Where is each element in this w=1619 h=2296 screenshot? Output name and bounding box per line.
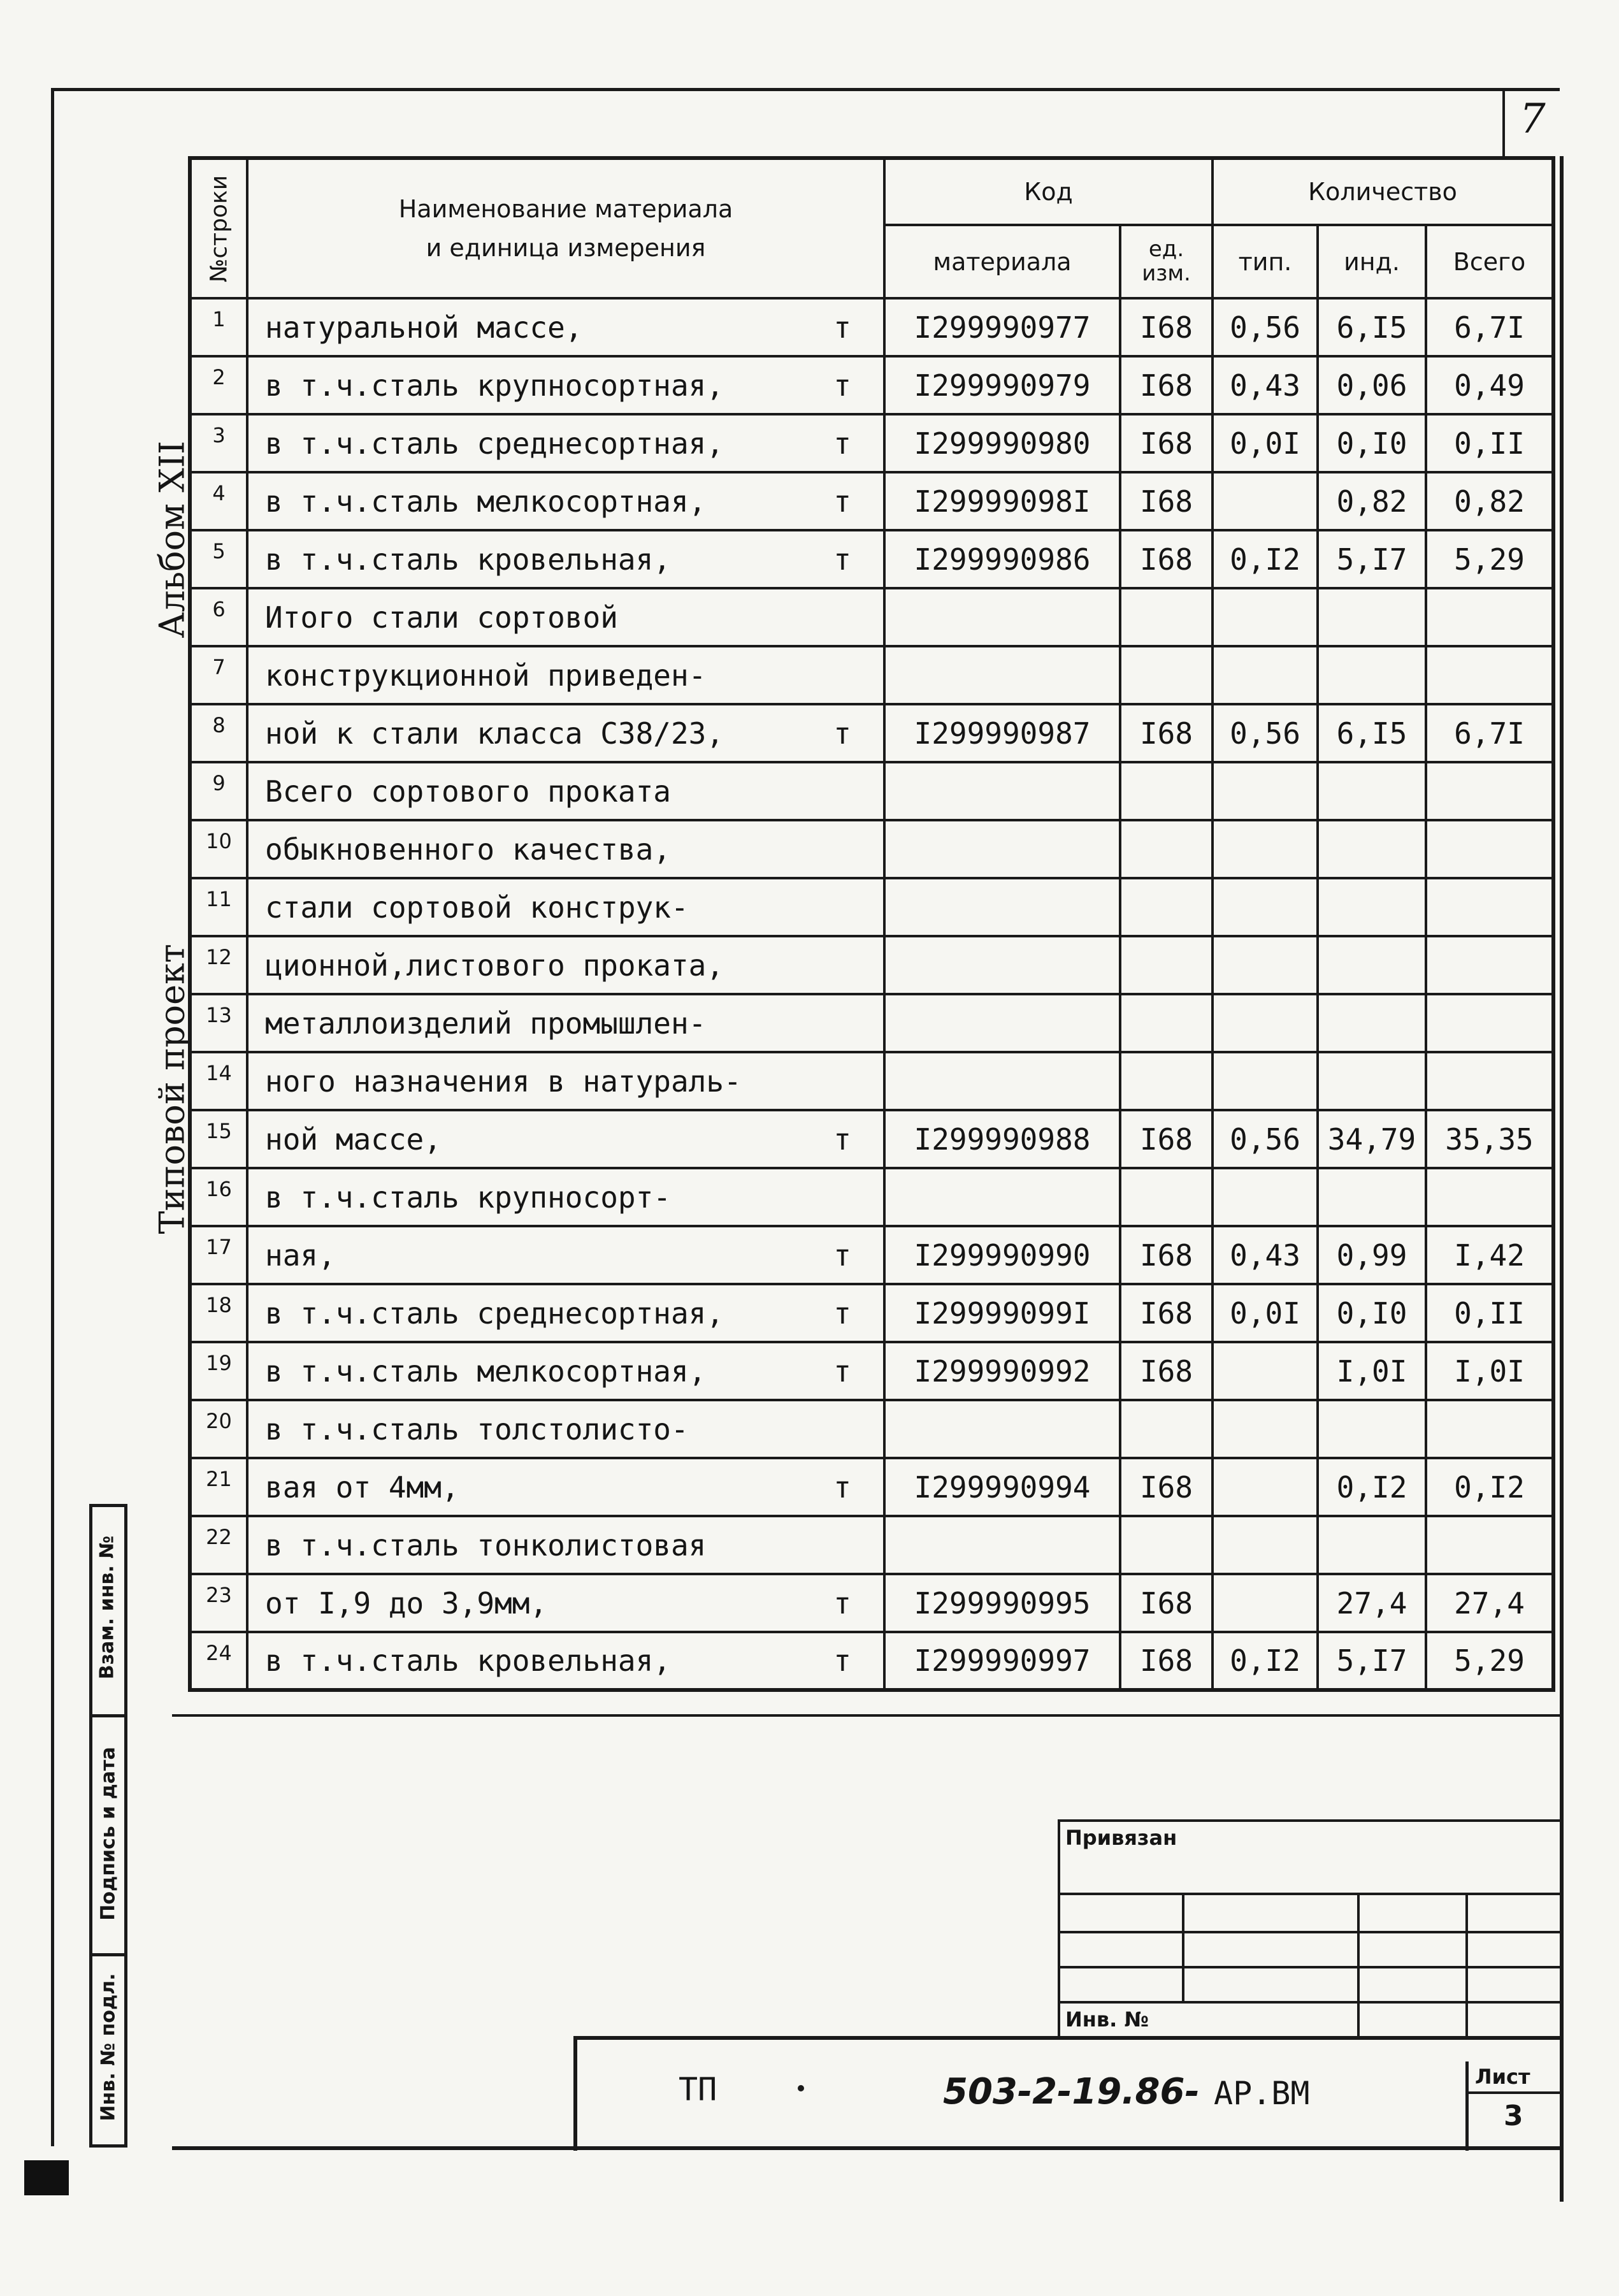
qty-typ: 0,56 <box>1212 704 1318 762</box>
row-number: 3 <box>190 414 247 472</box>
unit-code <box>1120 1052 1212 1110</box>
material-code: I299990992 <box>884 1342 1120 1400</box>
row-number: 21 <box>190 1458 247 1516</box>
qty-typ <box>1212 994 1318 1052</box>
material-unit: т <box>833 1469 851 1505</box>
material-code: I29999098I <box>884 472 1120 530</box>
material-code: I29999099I <box>884 1284 1120 1342</box>
qty-total <box>1426 936 1553 994</box>
qty-typ <box>1212 646 1318 704</box>
unit-code: I68 <box>1120 1342 1212 1400</box>
qty-total <box>1426 588 1553 646</box>
qty-ind <box>1318 878 1426 936</box>
table-row <box>190 936 1553 994</box>
qty-total: 6,7I <box>1426 704 1553 762</box>
table-row <box>190 1632 1553 1690</box>
table-row <box>190 356 1553 414</box>
qty-ind: 6,I5 <box>1318 704 1426 762</box>
material-name <box>247 762 884 820</box>
qty-total <box>1426 1168 1553 1226</box>
material-code: I299990977 <box>884 298 1120 356</box>
qty-typ <box>1212 878 1318 936</box>
material-unit: т <box>833 1296 851 1331</box>
unit-code: I68 <box>1120 1458 1212 1516</box>
qty-total: 0,II <box>1426 1284 1553 1342</box>
qty-ind: 5,I7 <box>1318 530 1426 588</box>
table-row <box>190 1110 1553 1168</box>
qty-ind: 34,79 <box>1318 1110 1426 1168</box>
header-row-number: №строки <box>190 158 247 298</box>
qty-typ: 0,I2 <box>1212 1632 1318 1690</box>
material-name <box>247 1400 884 1458</box>
material-name-text: ная, <box>265 1238 336 1273</box>
table-row <box>190 472 1553 530</box>
material-code <box>884 820 1120 878</box>
qty-ind <box>1318 1400 1426 1458</box>
qty-typ <box>1212 472 1318 530</box>
unit-code: I68 <box>1120 530 1212 588</box>
qty-typ: 0,43 <box>1212 1226 1318 1284</box>
tb-main-left <box>573 2036 577 2151</box>
qty-total <box>1426 1400 1553 1458</box>
scan-artifact <box>24 2160 69 2195</box>
row-number: 24 <box>190 1632 247 1690</box>
qty-total <box>1426 878 1553 936</box>
qty-typ <box>1212 1516 1318 1574</box>
qty-ind: 0,06 <box>1318 356 1426 414</box>
tb-sheet-mid <box>1465 2091 1561 2094</box>
stamp-col-left-line <box>89 1504 92 2148</box>
material-code: I299990980 <box>884 414 1120 472</box>
unit-code <box>1120 936 1212 994</box>
qty-ind: 0,I2 <box>1318 1458 1426 1516</box>
stamp-label-original-inv: Инв. № подл. <box>97 1973 120 2121</box>
header-qty-total: Всего <box>1426 225 1553 298</box>
qty-total: 0,82 <box>1426 472 1553 530</box>
qty-ind: 0,I0 <box>1318 414 1426 472</box>
row-number: 22 <box>190 1516 247 1574</box>
material-unit: т <box>833 484 851 519</box>
material-name-text: стали сортовой конструк- <box>265 890 689 925</box>
header-qty-ind: инд. <box>1318 225 1426 298</box>
unit-code: I68 <box>1120 1284 1212 1342</box>
material-name <box>247 530 884 588</box>
material-name-text: ного назначения в натураль- <box>265 1064 742 1099</box>
material-name <box>247 1052 884 1110</box>
page-number-divider <box>1502 88 1505 158</box>
qty-ind: 0,99 <box>1318 1226 1426 1284</box>
qty-total: 0,49 <box>1426 356 1553 414</box>
material-name <box>247 298 884 356</box>
qty-ind: 0,I0 <box>1318 1284 1426 1342</box>
unit-code: I68 <box>1120 1226 1212 1284</box>
row-number: 14 <box>190 1052 247 1110</box>
row-number: 17 <box>190 1226 247 1284</box>
table-row <box>190 588 1553 646</box>
qty-typ <box>1212 588 1318 646</box>
table-row <box>190 820 1553 878</box>
tb-main-bottom <box>172 2146 1561 2150</box>
table-row <box>190 1168 1553 1226</box>
row-number: 18 <box>190 1284 247 1342</box>
material-name <box>247 1168 884 1226</box>
row-number: 4 <box>190 472 247 530</box>
material-unit: т <box>833 1238 851 1273</box>
tb-grid-row3 <box>1058 1966 1561 1968</box>
material-unit: т <box>833 426 851 461</box>
row-number: 6 <box>190 588 247 646</box>
qty-typ: 0,56 <box>1212 1110 1318 1168</box>
qty-typ <box>1212 1052 1318 1110</box>
material-code: I299990997 <box>884 1632 1120 1690</box>
table-row <box>190 1226 1553 1284</box>
qty-total: 5,29 <box>1426 1632 1553 1690</box>
qty-ind <box>1318 820 1426 878</box>
unit-code: I68 <box>1120 1110 1212 1168</box>
material-unit: т <box>833 1643 851 1678</box>
material-name <box>247 704 884 762</box>
table-row <box>190 1342 1553 1400</box>
material-unit: т <box>833 1122 851 1157</box>
unit-code <box>1120 762 1212 820</box>
row-number: 2 <box>190 356 247 414</box>
unit-code <box>1120 1400 1212 1458</box>
material-code <box>884 1168 1120 1226</box>
qty-ind <box>1318 588 1426 646</box>
material-name-text: в т.ч.сталь среднесортная, <box>265 1296 724 1331</box>
material-name <box>247 1632 884 1690</box>
material-name-text: вая от 4мм, <box>265 1469 459 1505</box>
material-name-text: в т.ч.сталь крупносортная, <box>265 368 724 403</box>
row-number: 9 <box>190 762 247 820</box>
stamp-label-signature-date: Подпись и дата <box>97 1747 120 1921</box>
header-qty-typ: тип. <box>1212 225 1318 298</box>
qty-typ <box>1212 1168 1318 1226</box>
qty-typ: 0,0I <box>1212 1284 1318 1342</box>
qty-ind: 0,82 <box>1318 472 1426 530</box>
qty-ind: 5,I7 <box>1318 1632 1426 1690</box>
material-name-text: натуральной массе, <box>265 310 583 345</box>
material-name <box>247 878 884 936</box>
qty-total: 35,35 <box>1426 1110 1553 1168</box>
unit-code <box>1120 646 1212 704</box>
qty-typ <box>1212 1342 1318 1400</box>
table-row <box>190 878 1553 936</box>
unit-code: I68 <box>1120 356 1212 414</box>
sheet-label: Лист <box>1475 2065 1530 2089</box>
material-name-text: Всего сортового проката <box>265 774 671 809</box>
material-code: I299990988 <box>884 1110 1120 1168</box>
unit-code <box>1120 1516 1212 1574</box>
document-suffix: АР.ВМ <box>1214 2075 1310 2112</box>
unit-code <box>1120 1168 1212 1226</box>
row-number: 7 <box>190 646 247 704</box>
material-code: I299990979 <box>884 356 1120 414</box>
unit-code <box>1120 820 1212 878</box>
qty-total: 0,I2 <box>1426 1458 1553 1516</box>
material-name-text: от I,9 до 3,9мм, <box>265 1585 548 1621</box>
material-unit: т <box>833 542 851 577</box>
material-name <box>247 1342 884 1400</box>
material-name <box>247 1110 884 1168</box>
qty-typ <box>1212 762 1318 820</box>
header-code-group: Код <box>884 158 1212 225</box>
row-number: 16 <box>190 1168 247 1226</box>
material-code: I299990995 <box>884 1574 1120 1632</box>
material-name-text: ной массе, <box>265 1122 442 1157</box>
qty-total: 27,4 <box>1426 1574 1553 1632</box>
material-name-text: в т.ч.сталь кровельная, <box>265 542 671 577</box>
material-name <box>247 1458 884 1516</box>
material-code <box>884 936 1120 994</box>
material-name-text: в т.ч.сталь тонколистовая <box>265 1527 707 1563</box>
table-row <box>190 1516 1553 1574</box>
material-name-text: в т.ч.сталь кровельная, <box>265 1643 671 1678</box>
qty-ind <box>1318 936 1426 994</box>
material-name-text: металлоизделий промышлен- <box>265 1006 707 1041</box>
table-row <box>190 1458 1553 1516</box>
frame-left-line <box>51 88 54 2146</box>
qty-ind: 27,4 <box>1318 1574 1426 1632</box>
material-code: I299990990 <box>884 1226 1120 1284</box>
row-number: 19 <box>190 1342 247 1400</box>
material-unit: т <box>833 368 851 403</box>
qty-typ: 0,0I <box>1212 414 1318 472</box>
table-row <box>190 762 1553 820</box>
row-number: 20 <box>190 1400 247 1458</box>
material-name-text: в т.ч.сталь крупносорт- <box>265 1180 671 1215</box>
table-bottom-extension <box>172 1714 1561 1717</box>
table-row <box>190 414 1553 472</box>
material-unit: т <box>833 1585 851 1621</box>
frame-top-line <box>51 88 1560 91</box>
page-number: 7 <box>1520 96 1546 143</box>
qty-ind <box>1318 646 1426 704</box>
qty-ind <box>1318 762 1426 820</box>
tb-grid-row2 <box>1058 1931 1561 1933</box>
unit-code <box>1120 994 1212 1052</box>
material-name-text: в т.ч.сталь среднесортная, <box>265 426 724 461</box>
qty-total <box>1426 994 1553 1052</box>
project-label: Типовой проект <box>152 944 192 1234</box>
material-name-text: в т.ч.сталь мелкосортная, <box>265 484 707 519</box>
row-number: 12 <box>190 936 247 994</box>
material-name-text: в т.ч.сталь толстолисто- <box>265 1412 689 1447</box>
material-name-text: конструкционной приведен- <box>265 658 707 693</box>
material-name <box>247 472 884 530</box>
qty-ind: 6,I5 <box>1318 298 1426 356</box>
table-row <box>190 1400 1553 1458</box>
tb-main-top <box>573 2036 1561 2040</box>
qty-total: 6,7I <box>1426 298 1553 356</box>
privyazan-label: Привязан <box>1065 1826 1177 1850</box>
tb-privyazan-top <box>1058 1819 1561 1822</box>
material-name <box>247 1516 884 1574</box>
row-number: 15 <box>190 1110 247 1168</box>
material-name <box>247 936 884 994</box>
row-number: 13 <box>190 994 247 1052</box>
separator-dot <box>798 2085 804 2091</box>
qty-typ <box>1212 1458 1318 1516</box>
qty-ind <box>1318 994 1426 1052</box>
qty-total <box>1426 762 1553 820</box>
tp-label: ТП <box>679 2071 717 2108</box>
qty-ind <box>1318 1516 1426 1574</box>
tb-sheet-left <box>1465 2061 1469 2151</box>
material-name-text: ной к стали класса С38/23, <box>265 716 724 751</box>
unit-code: I68 <box>1120 472 1212 530</box>
header-code-unit: ед. изм. <box>1120 225 1212 298</box>
qty-typ <box>1212 936 1318 994</box>
qty-total <box>1426 646 1553 704</box>
materials-table <box>188 156 1555 1692</box>
material-name <box>247 994 884 1052</box>
tb-grid-col2 <box>1357 1893 1360 2036</box>
material-unit: т <box>833 716 851 751</box>
material-code <box>884 1052 1120 1110</box>
qty-total <box>1426 1052 1553 1110</box>
unit-code: I68 <box>1120 1574 1212 1632</box>
row-number: 23 <box>190 1574 247 1632</box>
material-name-text: Итого стали сортовой <box>265 600 618 635</box>
table-row <box>190 298 1553 356</box>
material-code <box>884 762 1120 820</box>
table-row <box>190 1052 1553 1110</box>
qty-ind: I,0I <box>1318 1342 1426 1400</box>
qty-typ <box>1212 820 1318 878</box>
row-number: 10 <box>190 820 247 878</box>
table-row <box>190 530 1553 588</box>
unit-code: I68 <box>1120 298 1212 356</box>
stamp-label-replace-inv: Взам. инв. № <box>96 1535 119 1680</box>
row-number: 5 <box>190 530 247 588</box>
qty-total <box>1426 1516 1553 1574</box>
material-name <box>247 820 884 878</box>
row-number: 11 <box>190 878 247 936</box>
tb-grid-row1 <box>1058 1893 1561 1895</box>
material-name <box>247 1226 884 1284</box>
qty-total: 0,II <box>1426 414 1553 472</box>
material-code <box>884 878 1120 936</box>
stamp-col-right-line <box>124 1504 127 2148</box>
material-name <box>247 646 884 704</box>
qty-total: I,0I <box>1426 1342 1553 1400</box>
qty-typ: 0,56 <box>1212 298 1318 356</box>
material-code: I299990987 <box>884 704 1120 762</box>
unit-code: I68 <box>1120 1632 1212 1690</box>
qty-typ: 0,43 <box>1212 356 1318 414</box>
tb-privyazan-left <box>1058 1819 1060 2036</box>
table-row <box>190 1574 1553 1632</box>
material-name <box>247 414 884 472</box>
row-number: 8 <box>190 704 247 762</box>
tb-grid-col3 <box>1465 1893 1468 2036</box>
material-name-text: обыкновенного качества, <box>265 832 671 867</box>
material-name-text: в т.ч.сталь мелкосортная, <box>265 1354 707 1389</box>
material-code <box>884 1400 1120 1458</box>
header-name: Наименование материала и единица измерения <box>247 158 884 298</box>
qty-total <box>1426 820 1553 878</box>
unit-code <box>1120 588 1212 646</box>
tb-grid-row4 <box>1058 2001 1561 2004</box>
qty-total: I,42 <box>1426 1226 1553 1284</box>
material-name <box>247 1574 884 1632</box>
unit-code: I68 <box>1120 704 1212 762</box>
header-code-material: материала <box>884 225 1120 298</box>
table-row <box>190 646 1553 704</box>
row-number: 1 <box>190 298 247 356</box>
material-unit: т <box>833 1354 851 1389</box>
inv-no-label: Инв. № <box>1065 2007 1149 2032</box>
material-name-text: ционной,листового проката, <box>265 948 724 983</box>
material-name <box>247 588 884 646</box>
material-code <box>884 1516 1120 1574</box>
material-unit: т <box>833 310 851 345</box>
material-name <box>247 356 884 414</box>
table-row <box>190 994 1553 1052</box>
qty-total: 5,29 <box>1426 530 1553 588</box>
material-code: I299990986 <box>884 530 1120 588</box>
unit-code <box>1120 878 1212 936</box>
album-label: Альбом XII <box>152 440 192 639</box>
header-qty-group: Количество <box>1212 158 1553 225</box>
unit-code: I68 <box>1120 414 1212 472</box>
document-code: 503-2-19.86- <box>943 2071 1200 2112</box>
qty-typ <box>1212 1400 1318 1458</box>
material-code <box>884 588 1120 646</box>
material-code <box>884 646 1120 704</box>
table-row <box>190 704 1553 762</box>
table-row <box>190 1284 1553 1342</box>
material-code: I299990994 <box>884 1458 1120 1516</box>
qty-ind <box>1318 1052 1426 1110</box>
material-name <box>247 1284 884 1342</box>
sheet-number: 3 <box>1504 2100 1523 2132</box>
tb-grid-col1 <box>1182 1893 1184 2001</box>
material-code <box>884 994 1120 1052</box>
qty-typ: 0,I2 <box>1212 530 1318 588</box>
qty-typ <box>1212 1574 1318 1632</box>
qty-ind <box>1318 1168 1426 1226</box>
stamp-col-top <box>89 1504 127 1507</box>
